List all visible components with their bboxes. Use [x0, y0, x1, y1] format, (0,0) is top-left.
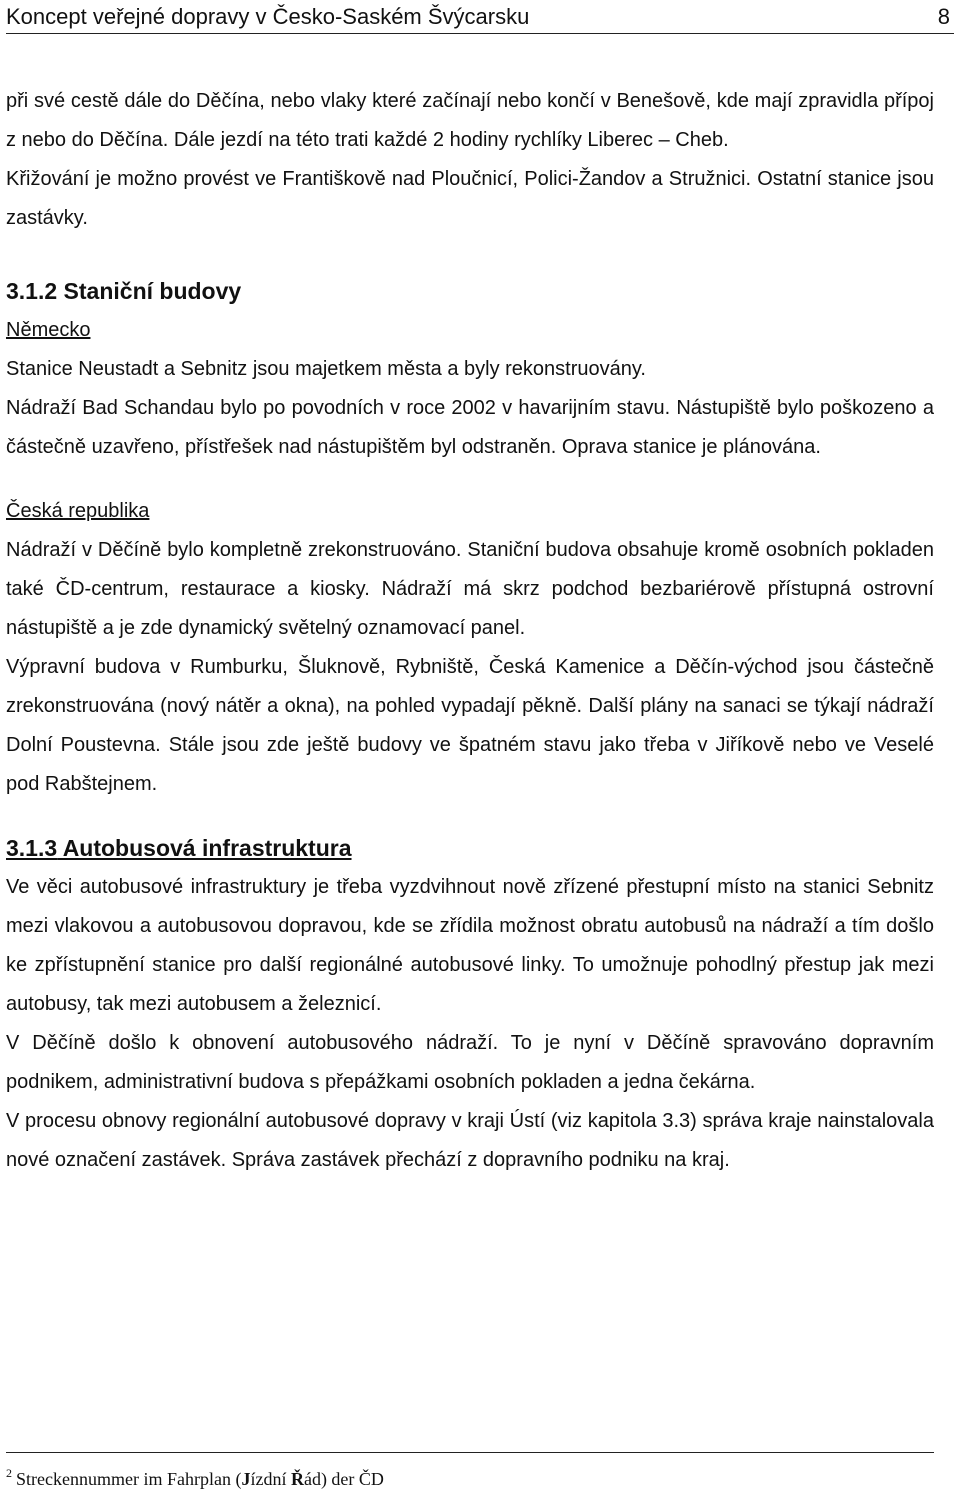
page-header [6, 4, 954, 34]
heading-title: Autobusová infrastruktura [57, 835, 352, 861]
page-number: 8 [937, 4, 950, 29]
section-heading-3-1-2 [6, 272, 934, 311]
intro-paragraph-2: Křižování je možno provést ve Františkově nad Ploučnicí, Polici-Žandov a Stružnici. Ostatní stanice jsou zastávky. [6, 168, 934, 229]
page-body [6, 82, 934, 1180]
bus-paragraph-1: Ve věci autobusové infrastruktury je třeba vyzdvihnout nově zřízené přestupní místo na stanici Sebnitz mezi vlakovou a autobusovou dopravou, kde se zřídila možnost obratu autobusů na nádraží a tím došlo ke zpřístupnění stanice pro další regionálné autobusové linky. To umožnuje pohodlný přestup jak mezi autobusy, tak mezi autobusem a železnicí. [6, 876, 934, 1015]
section-heading-3-1-3 [6, 829, 934, 868]
heading-number: 3.1.2 [6, 278, 58, 304]
bus-paragraph-3: V procesu obnovy regionální autobusové dopravy v kraji Ústí (viz kapitola 3.3) správa kraje nainstalovala nové označení zastávek. Správa zastávek přechází z dopravního podniku na kraj. [6, 1110, 934, 1171]
footnote-separator [6, 1452, 934, 1453]
intro-paragraph-1: při své cestě dále do Děčína, nebo vlaky které začínají nebo končí v Benešově, kde mají zpravidla přípoj z nebo do Děčína. Dále jezdí na této trati každé 2 hodiny rychlíky Liberec – Cheb. [6, 90, 934, 151]
footnote-marker: 2 [6, 1466, 12, 1480]
footnote-text-2: ízdní [250, 1469, 291, 1489]
bus-paragraph-2: V Děčíně došlo k obnovení autobusového nádraží. To je nyní v Děčíně spravováno dopravním podnikem, administrativní budova s přepážkami osobních pokladen a jedna čekárna. [6, 1032, 934, 1093]
heading-title: Staniční budovy [57, 278, 242, 304]
footnote-text-1: Streckennummer im Fahrplan ( [16, 1469, 242, 1489]
germany-paragraph-1: Stanice Neustadt a Sebnitz jsou majetkem města a byly rekonstruovány. [6, 358, 646, 380]
footnote-text-3: ád) der ČD [303, 1469, 384, 1489]
footnote-bold-r: Ř [290, 1469, 304, 1489]
footnote-bold-j: J [241, 1469, 251, 1489]
czech-paragraph-2: Výpravní budova v Rumburku, Šluknově, Rybniště, Česká Kamenice a Děčín-východ jsou částečně zrekonstruována (nový nátěr a okna), na pohled vypadají pěkně. Další plány na sanaci se týkají nádraží Dolní Poustevna. Stále jsou zde ještě budovy ve špatném stavu jako třeba v Jiříkově nebo ve Veselé pod Rabštejnem. [6, 656, 934, 795]
subheading-czech-republic: Česká republika [6, 500, 150, 522]
heading-number: 3.1.3 [6, 835, 58, 861]
footnote [6, 1462, 384, 1490]
document-title: Koncept veřejné dopravy v Česko-Saském Švýcarsku [6, 4, 530, 29]
czech-paragraph-1: Nádraží v Děčíně bylo kompletně zrekonstruováno. Staniční budova obsahuje kromě osobních pokladen také ČD-centrum, restaurace a kiosky. Nádraží má skrz podchod bezbariérově přístupná ostrovní nástupiště a je zde dynamický světelný oznamovací panel. [6, 539, 934, 639]
subheading-germany: Německo [6, 319, 91, 341]
germany-paragraph-2: Nádraží Bad Schandau bylo po povodních v roce 2002 v havarijním stavu. Nástupiště bylo poškozeno a částečně uzavřeno, přístřešek nad nástupištěm byl odstraněn. Oprava stanice je plánována. [6, 397, 934, 458]
